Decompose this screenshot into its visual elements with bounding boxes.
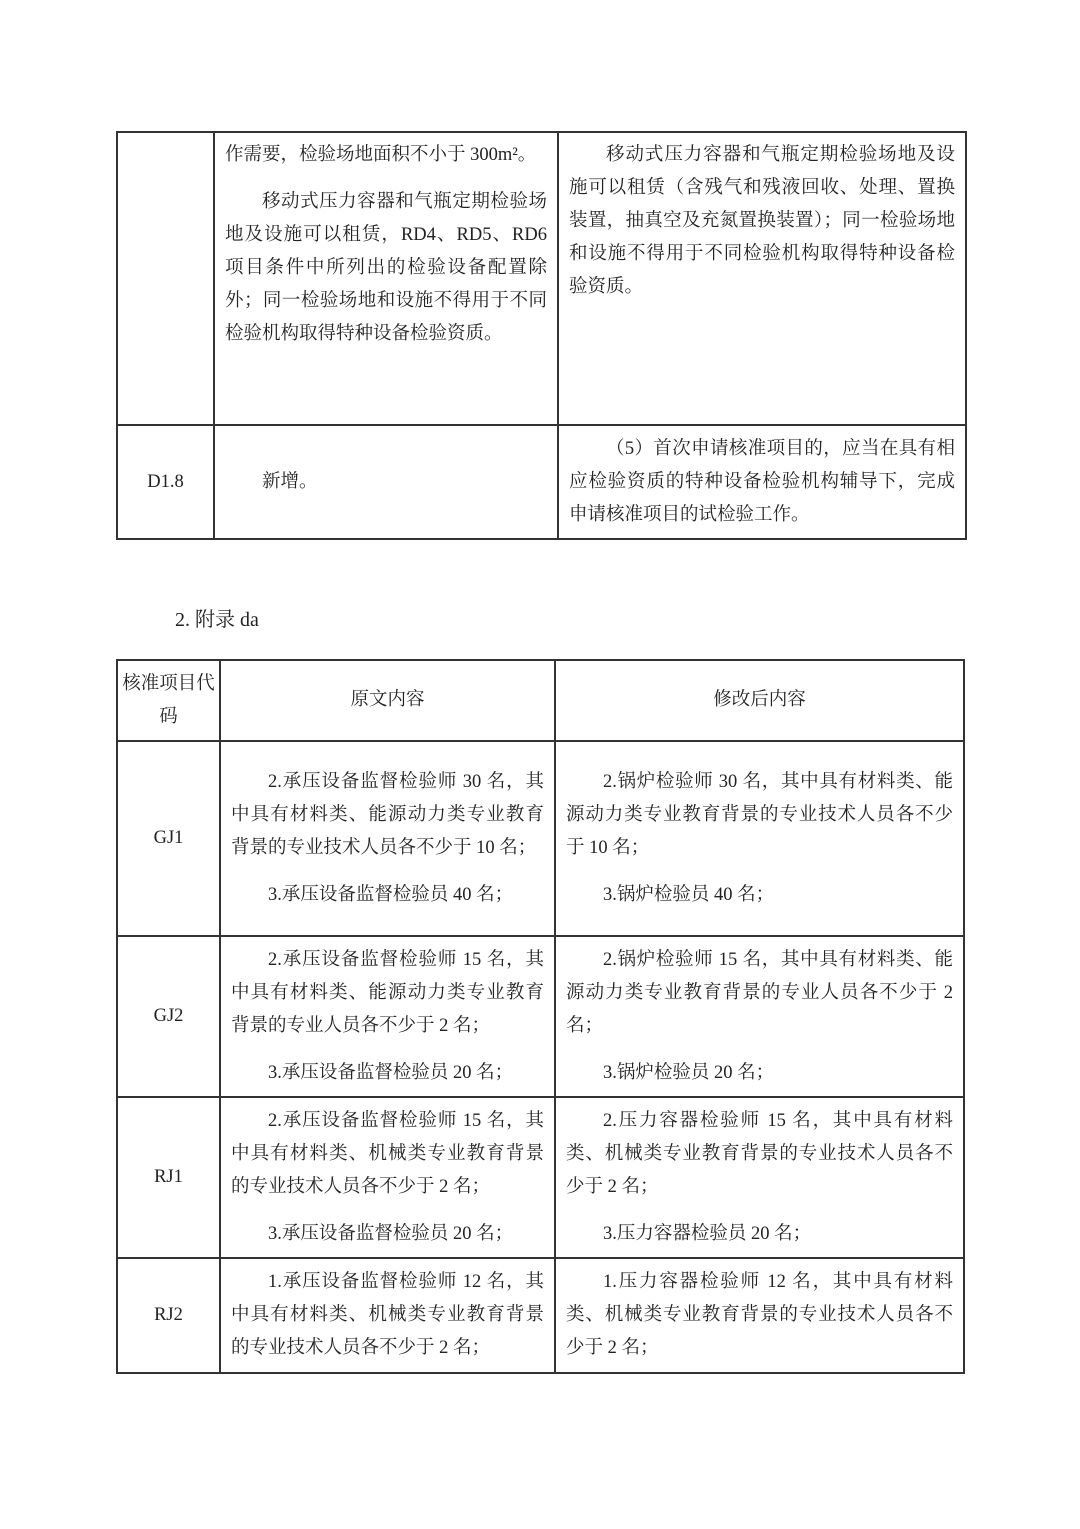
paragraph: 3.承压设备监督检验员 40 名； <box>268 884 514 905</box>
original-cell <box>214 425 558 539</box>
original-cell <box>220 936 555 1097</box>
paragraph: 2.锅炉检验师 15 名，其中具有材料类、能源动力类专业教育背景的专业人员各不少于 2 名； <box>566 949 953 1036</box>
header-original: 原文内容 <box>220 660 555 741</box>
paragraph: 2.承压设备监督检验师 15 名，其中具有材料类、机械类专业教育背景的专业技术人员各不少于 2 名； <box>231 1110 544 1197</box>
paragraph: 移动式压力容器和气瓶定期检验场地及设施可以租赁（含残气和残液回收、处理、置换装置，抽真空及充氮置换装置）；同一检验场地和设施不得用于不同检验机构取得特种设备检验资质。 <box>569 145 955 297</box>
paragraph: 1.承压设备监督检验师 12 名，其中具有材料类、机械类专业教育背景的专业技术人员各不少于 2 名； <box>231 1272 544 1358</box>
paragraph: 新增。 <box>262 471 318 492</box>
paragraph: 3.锅炉检验员 40 名； <box>603 884 775 905</box>
paragraph: 3.承压设备监督检验员 20 名； <box>268 1062 514 1083</box>
original-cell <box>220 741 555 936</box>
table-row <box>117 132 966 425</box>
original-cell <box>220 1097 555 1258</box>
table-row <box>117 1258 964 1373</box>
section-heading: 2. 附录 da <box>175 609 259 631</box>
paragraph: 作需要，检验场地面积不小于 300m²。 <box>225 145 537 165</box>
code-cell: RJ2 <box>117 1258 220 1373</box>
code-cell <box>117 132 214 425</box>
code-cell: GJ1 <box>117 741 220 936</box>
paragraph: 3.压力容器检验员 20 名； <box>603 1223 812 1244</box>
appendix-da-table <box>116 659 965 1374</box>
revised-cell <box>558 425 966 539</box>
code-cell: RJ1 <box>117 1097 220 1258</box>
paragraph: （5）首次申请核准项目的，应当在具有相应检验资质的特种设备检验机构辅导下，完成申请核准项目的试检验工作。 <box>569 438 955 525</box>
code-cell: D1.8 <box>117 425 214 539</box>
paragraph: 2.承压设备监督检验师 30 名，其中具有材料类、能源动力类专业教育背景的专业技术人员各不少于 10 名； <box>231 771 544 858</box>
paragraph: 移动式压力容器和气瓶定期检验场地及设施可以租赁，RD4、RD5、RD6 项目条件中所列出的检验设备配置除外；同一检验场地和设施不得用于不同检验机构取得特种设备检验资质。 <box>225 192 547 344</box>
table-header-row <box>117 660 964 741</box>
original-cell <box>214 132 558 425</box>
amendment-table-continued <box>116 131 967 540</box>
paragraph: 2.承压设备监督检验师 15 名，其中具有材料类、能源动力类专业教育背景的专业人员各不少于 2 名； <box>231 949 544 1036</box>
revised-cell <box>555 1097 964 1258</box>
header-code: 核准项目代码 <box>117 660 220 741</box>
table-row <box>117 936 964 1097</box>
revised-cell <box>558 132 966 425</box>
revised-cell <box>555 936 964 1097</box>
code-cell: GJ2 <box>117 936 220 1097</box>
paragraph: 2.锅炉检验师 30 名，其中具有材料类、能源动力类专业教育背景的专业技术人员各不少于 10 名； <box>566 771 953 858</box>
paragraph: 1.压力容器检验师 12 名，其中具有材料类、机械类专业教育背景的专业技术人员各不少于 2 名； <box>566 1272 953 1358</box>
table-row <box>117 1097 964 1258</box>
table-row <box>117 425 966 539</box>
revised-cell <box>555 1258 964 1373</box>
paragraph: 3.承压设备监督检验员 20 名； <box>268 1223 514 1244</box>
paragraph: 3.锅炉检验员 20 名； <box>603 1062 775 1083</box>
original-cell <box>220 1258 555 1373</box>
table-row <box>117 741 964 936</box>
revised-cell <box>555 741 964 936</box>
paragraph: 2.压力容器检验师 15 名，其中具有材料类、机械类专业教育背景的专业技术人员各不少于 2 名； <box>566 1110 953 1197</box>
header-revised: 修改后内容 <box>555 660 964 741</box>
